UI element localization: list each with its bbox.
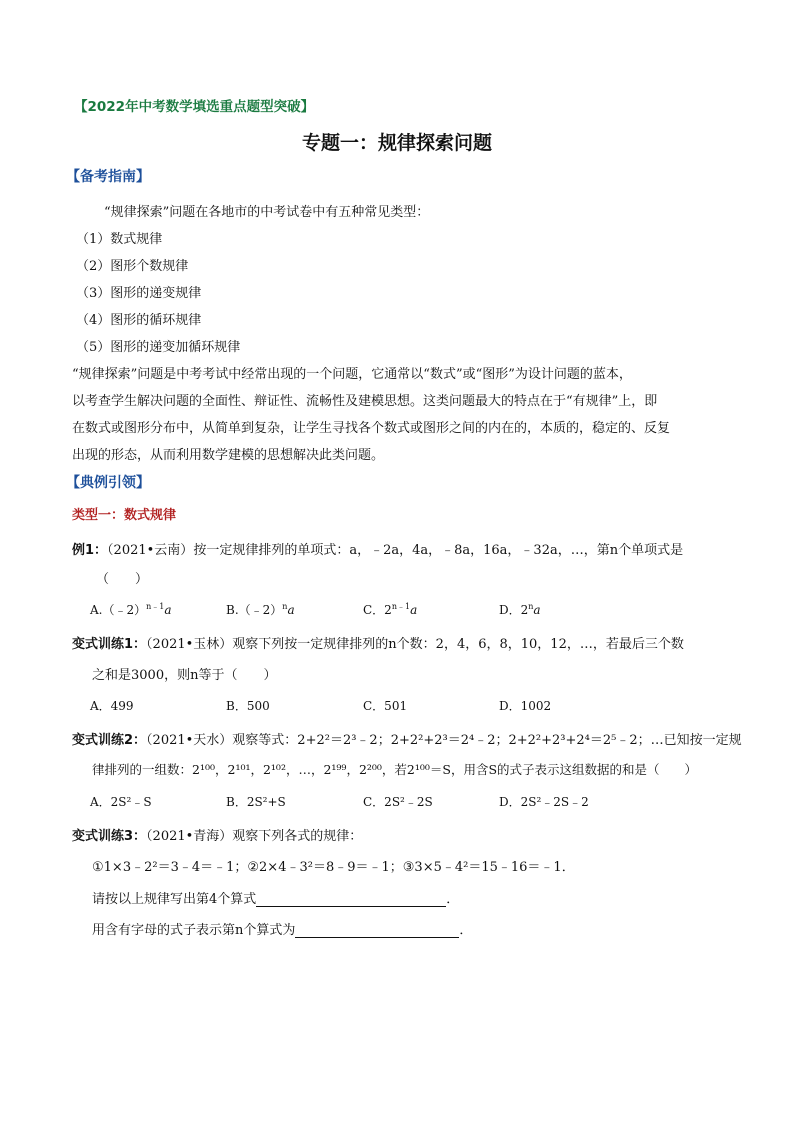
guide-paragraph-line-3: 在数式或图形分布中，从简单到复杂，让学生寻找各个数式或图形之间的内在的，本质的，稳定的、反复 xyxy=(72,421,671,436)
variant-1-label: 变式训练1： xyxy=(72,637,147,652)
variant-2-label: 变式训练2： xyxy=(72,733,147,748)
variant-2-option-c: C．2S²﹣2S xyxy=(363,795,433,809)
variant-3-question-2: 用含有字母的式子表示第n个算式为 ． xyxy=(92,923,473,938)
example-1-stem xyxy=(72,539,683,558)
example-1-label: 例1： xyxy=(72,543,108,558)
variant-3-question-1: 请按以上规律写出第4个算式 ． xyxy=(92,892,460,907)
variant-3-label: 变式训练3： xyxy=(72,829,147,844)
example-1-paren: （ ） xyxy=(96,572,149,587)
variant-2-option-b: B．2S²+S xyxy=(226,795,286,809)
section-heading-guide: 【备考指南】 xyxy=(66,169,150,185)
guide-type-3: （3）图形的递变规律 xyxy=(76,286,202,301)
guide-type-5: （5）图形的递变加循环规律 xyxy=(76,340,241,355)
example-1-option-c: C．$2^{n﹣1}a$ xyxy=(363,602,418,617)
variant-2-line-1: 变式训练2：（2021•天水）观察等式：2+2²＝2³﹣2；2+2²+2³＝2⁴﹣2；2+2²+2³+2⁴＝2⁵﹣2；…已知按一定规 xyxy=(72,733,742,748)
guide-type-1: （1）数式规律 xyxy=(76,232,163,247)
example-1-option-a: A.（﹣2）$^{n﹣1}$a xyxy=(90,602,172,617)
variant-1-option-c: C．501 xyxy=(363,699,408,713)
guide-paragraph-line-1: “规律探索”问题是中考考试中经常出现的一个问题，它通常以“数式”或“图形”为设计问题的蓝本， xyxy=(72,367,632,382)
variant-2-line-2: 律排列的一组数：2¹⁰⁰，2¹⁰¹，2¹⁰²，…，2¹⁹⁹，2²⁰⁰，若2¹⁰⁰＝S，用含S的式子表示这组数据的和是（ ） xyxy=(92,762,698,777)
guide-paragraph-line-2: 以考查学生解决问题的全面性、辩证性、流畅性及建模思想。这类问题最大的特点在于“有规律”上，即 xyxy=(72,394,658,409)
variant-1-option-d: D．1002 xyxy=(499,699,552,713)
example-1-question: 按一定规律排列的单项式：a，﹣2a，4a，﹣8a，16a，﹣32a，…，第n个单项式是 xyxy=(193,543,684,558)
variant-1-option-b: B．500 xyxy=(226,699,270,713)
answer-blank-1[interactable] xyxy=(256,892,446,907)
answer-blank-2[interactable] xyxy=(295,923,459,938)
example-1-source: （2021•云南） xyxy=(107,543,194,558)
variant-2-option-d: D．2S²﹣2S﹣2 xyxy=(499,795,589,809)
variant-1-line-1: 变式训练1：（2021•玉林）观察下列按一定规律排列的n个数：2，4，6，8，10，12，…，若最后三个数 xyxy=(72,637,684,652)
variant-3-formulas: ①1×3﹣2²＝3﹣4＝﹣1；②2×4﹣3²＝8﹣9＝﹣1；③3×5﹣4²＝15﹣16＝﹣1． xyxy=(92,860,575,875)
section-heading-examples: 【典例引领】 xyxy=(66,475,150,491)
variant-1-option-a: A．499 xyxy=(90,699,134,713)
guide-type-2: （2）图形个数规律 xyxy=(76,259,189,274)
guide-paragraph-line-4: 出现的形态，从而利用数学建模的思想解决此类问题。 xyxy=(72,448,385,463)
example-1-option-b: B.（﹣2）$^n$a xyxy=(226,602,295,617)
guide-intro: “规律探索”问题在各地市的中考试卷中有五种常见类型： xyxy=(104,205,430,220)
variant-1-line-2: 之和是3000，则n等于（ ） xyxy=(92,668,277,683)
example-1-option-d: D．2$^n$a xyxy=(499,602,541,617)
guide-type-4: （4）图形的循环规律 xyxy=(76,313,202,328)
page-title: 专题一：规律探索问题 xyxy=(301,132,492,154)
variant-2-option-a: A．2S²﹣S xyxy=(90,795,152,809)
series-badge: 【2022年中考数学填选重点题型突破】 xyxy=(74,99,315,115)
type-heading: 类型一：数式规律 xyxy=(72,508,177,523)
variant-3-line-1: 变式训练3：（2021•青海）观察下列各式的规律： xyxy=(72,829,363,844)
